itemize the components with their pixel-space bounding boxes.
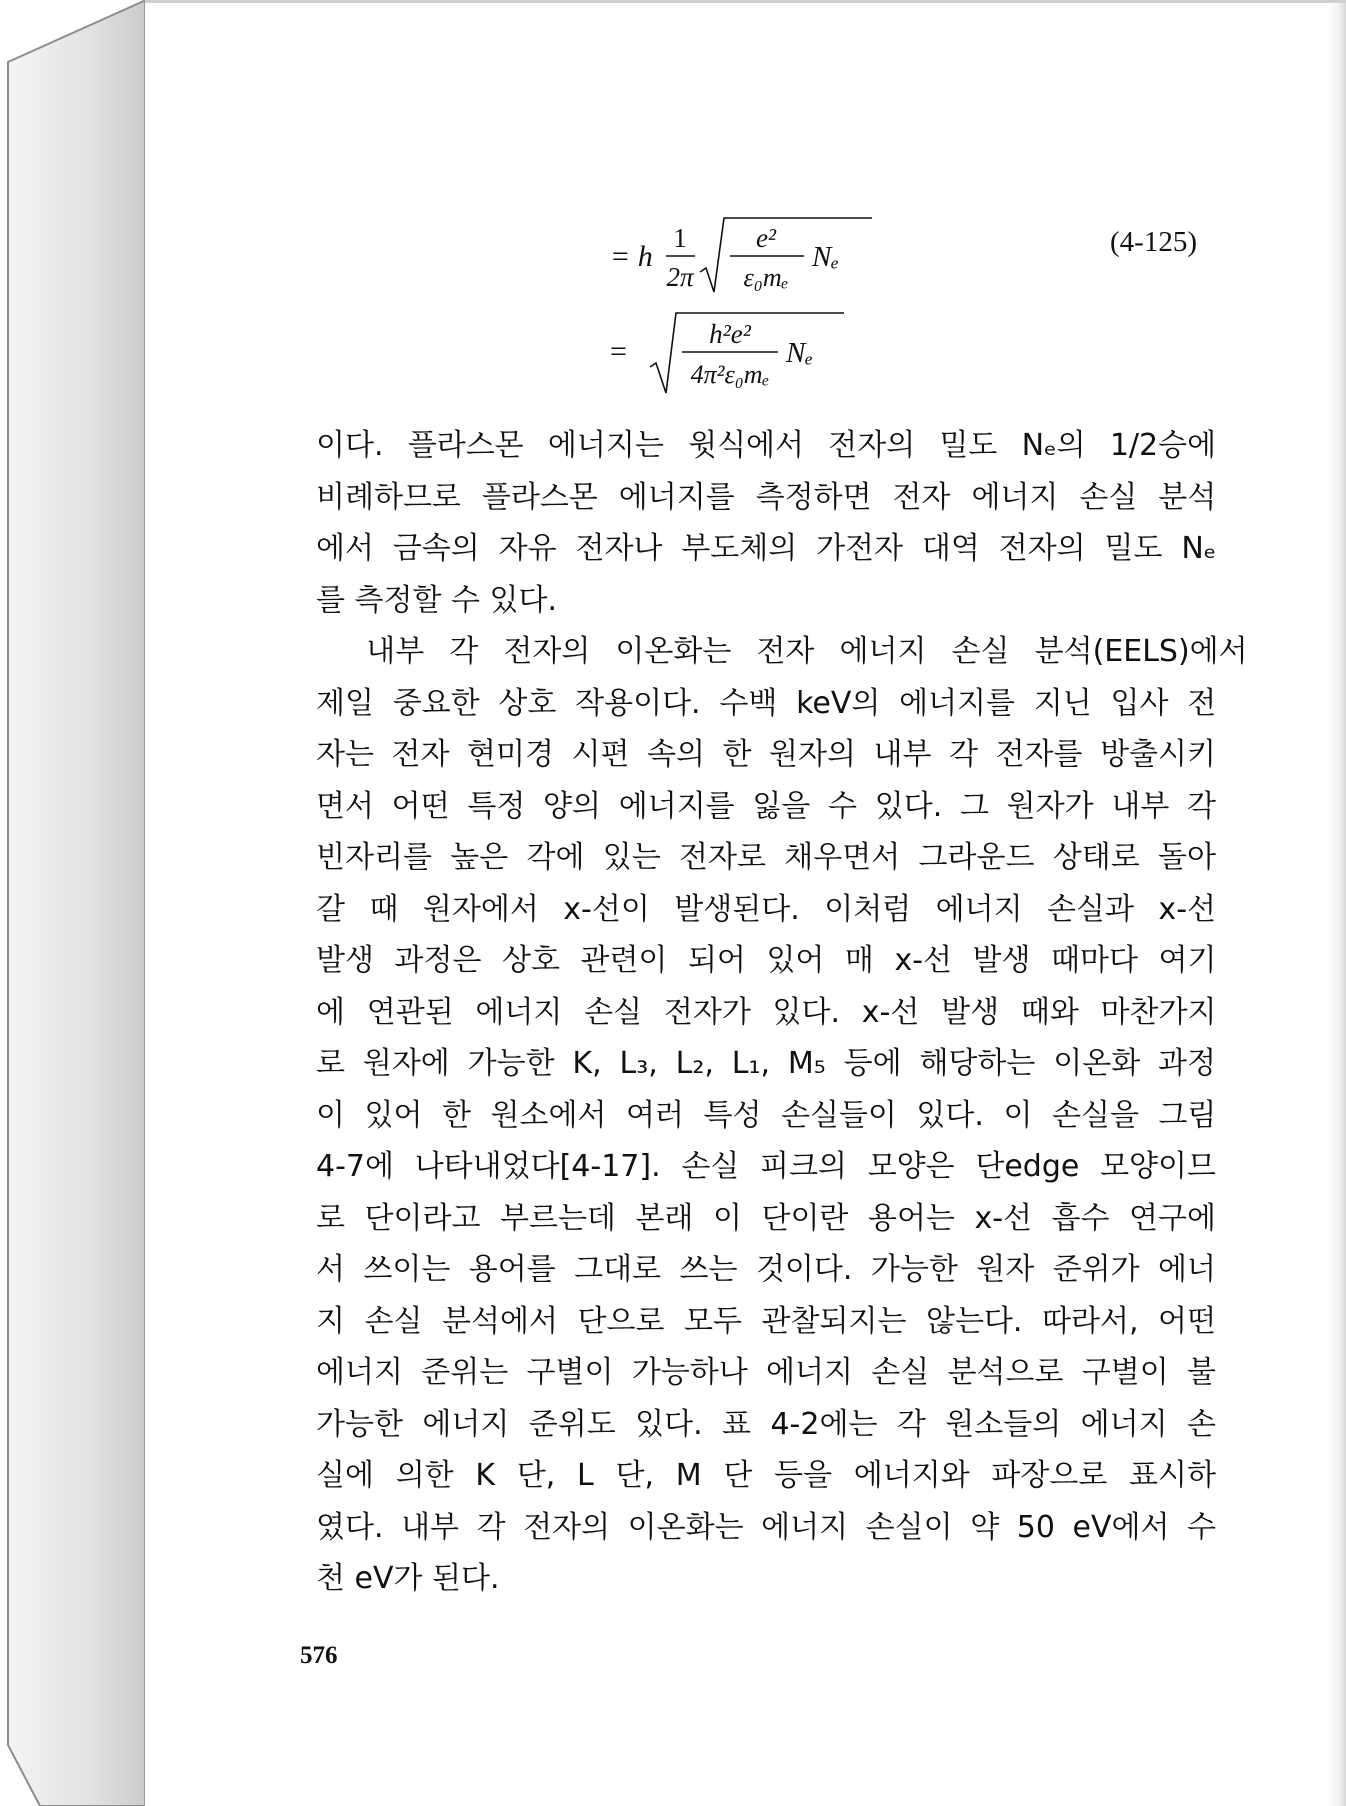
body-text (316, 420, 1248, 1605)
eq2-frac-denominator: 4π²ε₀mₑ (690, 360, 770, 389)
eq1-frac1-numerator: 1 (673, 223, 687, 253)
text-line: 천 eV가 된다. (316, 1561, 500, 1596)
page-top-border (145, 0, 1346, 3)
eq2-prefix: = (610, 335, 627, 368)
text-line: 내부 각 전자의 이온화는 전자 에너지 손실 분석(EELS)에서 (316, 634, 1248, 669)
paragraph-2 (316, 626, 1248, 1605)
eq2-suffix: Nₑ (786, 337, 813, 369)
page-edge-shadow (1328, 0, 1346, 1806)
eq1-prefix: = h (610, 240, 653, 273)
text-line: 면서 어떤 특정 양의 에너지를 잃을 수 있다. 그 원자가 내부 각 (316, 788, 1216, 824)
text-line: 였다. 내부 각 전자의 이온화는 에너지 손실이 약 50 eV에서 수 (316, 1509, 1216, 1545)
book-cover-edge (0, 0, 150, 1806)
text-line: 에너지 준위는 구별이 가능하나 에너지 손실 분석으로 구별이 불 (316, 1355, 1216, 1390)
text-line: 비례하므로 플라스몬 에너지를 측정하면 전자 에너지 손실 분석 (316, 479, 1217, 515)
text-line: 에 연관된 에너지 손실 전자가 있다. x-선 발생 때와 마찬가지 (316, 994, 1217, 1030)
page-number: 576 (300, 1642, 338, 1669)
text-line: 제일 중요한 상호 작용이다. 수백 keV의 에너지를 지닌 입사 전 (316, 685, 1217, 721)
text-line: 로 단이라고 부르는데 본래 이 단이란 용어는 x-선 흡수 연구에 (316, 1200, 1216, 1236)
text-line: 빈자리를 높은 각에 있는 전자로 채우면서 그라운드 상태로 돌아 (316, 840, 1216, 875)
text-line: 발생 과정은 상호 관련이 되어 있어 매 x-선 발생 때마다 여기 (316, 943, 1217, 978)
eq2-frac-numerator: h²e² (709, 319, 751, 349)
text-line: 가능한 에너지 준위도 있다. 표 4-2에는 각 원소들의 에너지 손 (316, 1406, 1216, 1442)
equation-line-2 (600, 305, 900, 400)
text-line: 를 측정할 수 있다. (316, 582, 558, 618)
equation-line-1 (600, 210, 900, 300)
eq1-frac2-numerator: e² (755, 223, 777, 253)
text-line: 갈 때 원자에서 x-선이 발생된다. 이처럼 에너지 손실과 x-선 (316, 891, 1216, 927)
text-line: 지 손실 분석에서 단으로 모두 관찰되지는 않는다. 따라서, 어떤 (316, 1303, 1216, 1339)
text-line: 에서 금속의 자유 전자나 부도체의 가전자 대역 전자의 밀도 Nₑ (316, 531, 1217, 566)
text-line: 4-7에 나타내었다[4-17]. 손실 피크의 모양은 단edge 모양이므 (316, 1149, 1216, 1184)
eq1-frac1-denominator: 2π (666, 262, 694, 292)
text-line: 서 쓰이는 용어를 그대로 쓰는 것이다. 가능한 원자 준위가 에너 (316, 1252, 1216, 1287)
eq1-suffix: Nₑ (812, 241, 839, 273)
text-line: 자는 전자 현미경 시편 속의 한 원자의 내부 각 전자를 방출시키 (316, 737, 1216, 772)
text-line: 로 원자에 가능한 K, L₃, L₂, L₁, M₅ 등에 해당하는 이온화 과정 (316, 1046, 1216, 1081)
eq1-frac2-denominator: ε₀mₑ (743, 263, 789, 292)
paragraph-1 (316, 420, 1216, 626)
equation-number: (4-125) (1110, 226, 1197, 258)
text-line: 실에 의한 K 단, L 단, M 단 등을 에너지와 파장으로 표시하 (316, 1458, 1216, 1493)
text-line: 이 있어 한 원소에서 여러 특성 손실들이 있다. 이 손실을 그림 (316, 1097, 1217, 1133)
text-line: 이다. 플라스몬 에너지는 윗식에서 전자의 밀도 Nₑ의 1/2승에 (316, 428, 1217, 463)
